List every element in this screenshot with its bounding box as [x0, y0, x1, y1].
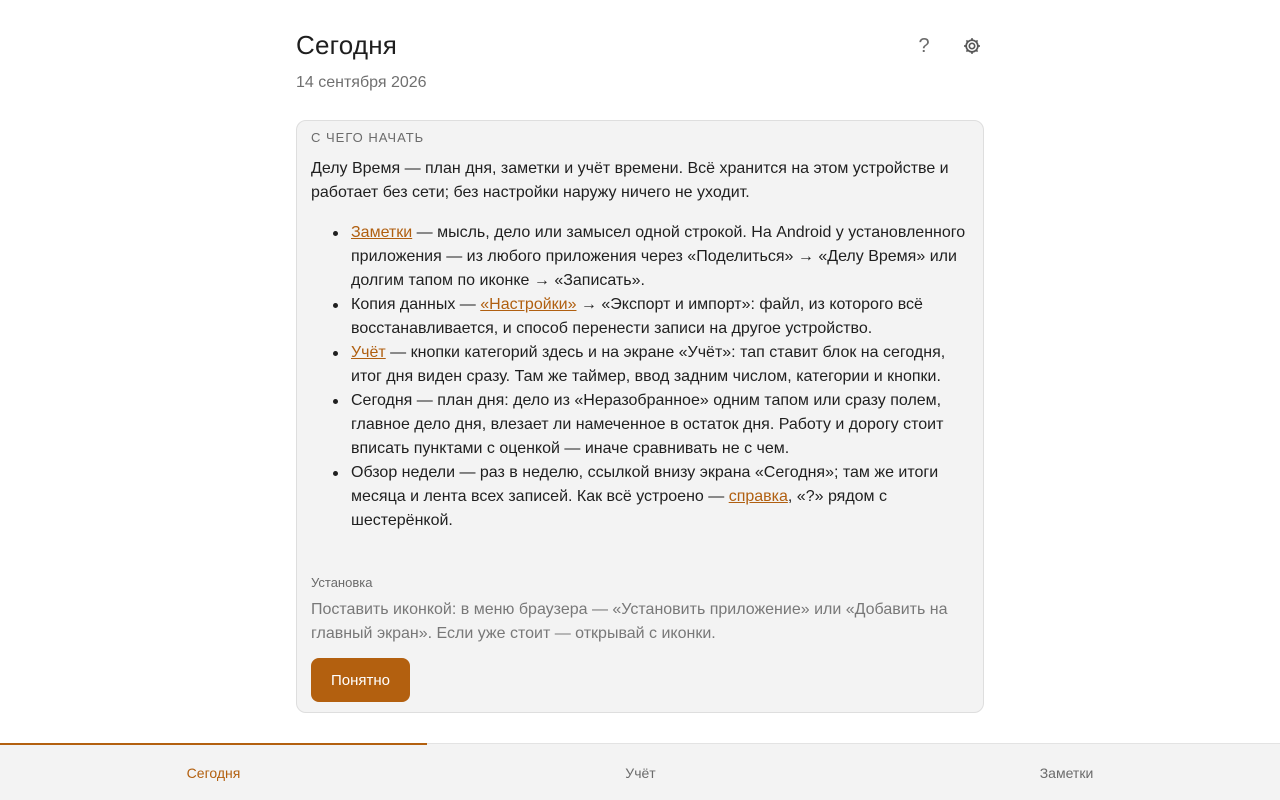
list-item-text: Обзор недели — раз в неделю, ссылкой внизу экрана «Сегодня»; там же итоги месяца и лента всех записей. Как всё устроено —: [351, 464, 939, 505]
got-it-button[interactable]: Понятно: [311, 658, 410, 702]
list-item-text: — мысль, дело или замысел одной строкой. На Android у установленного приложения — из любого приложения через «Поделиться» → «Делу Время» или долгим тапом по иконке → «Записать».: [351, 224, 966, 289]
bullet: [333, 231, 338, 236]
list-item-text: Копия данных —: [351, 296, 481, 313]
intro-text: Делу Время — план дня, заметки и учёт времени. Всё хранится на этом устройстве и работает без сети; без настройки наружу ничего не уходит.: [311, 160, 949, 201]
card-heading: С ЧЕГО НАЧАТЬ: [311, 130, 425, 145]
getting-started-card: [296, 120, 984, 713]
bullet: [333, 471, 338, 476]
tab-tracking[interactable]: Учёт: [625, 764, 656, 781]
page-header: [296, 0, 984, 100]
install-text: Поставить иконкой: в меню браузера — «Установить приложение» или «Добавить на главный экран». Если уже стоит — открывай с иконки.: [311, 601, 948, 642]
current-date: 14 сентября 2026: [296, 74, 427, 91]
list-item-backup: [311, 293, 971, 341]
list-item-notes: [311, 221, 971, 293]
list-item-text: → «Экспорт и импорт»: файл, из которого всё восстанавливается, и способ перенести записи на другое устройство.: [351, 296, 923, 337]
list-item-today: [311, 389, 971, 461]
install-label: Установка: [311, 575, 373, 590]
bullet: [333, 351, 338, 356]
bottom-tab-bar: [0, 743, 1280, 800]
tab-notes[interactable]: Заметки: [1039, 764, 1094, 781]
tab-today[interactable]: Сегодня: [186, 764, 241, 781]
help-button[interactable]: [912, 33, 936, 59]
question-mark-icon: ?: [918, 34, 930, 57]
gear-icon: [962, 36, 982, 56]
list-item-text: Сегодня — план дня: дело из «Неразобранное» одним тапом или сразу полем, главное дело дня, влезает ли намеченное в остаток дня. Работу и дорогу стоит вписать пунктами с оценкой — иначе сравнивать не с чем.: [351, 392, 944, 457]
list-item-weekly-review: [311, 461, 971, 533]
today-screen: [296, 0, 984, 689]
bullet: [333, 399, 338, 404]
settings-link[interactable]: «Настройки»: [480, 296, 577, 313]
settings-button[interactable]: [960, 34, 984, 58]
list-item-text: , «?» рядом с шестерёнкой.: [351, 488, 887, 529]
list-item-tracking: [311, 341, 971, 389]
feature-list: [311, 221, 971, 533]
bullet: [333, 303, 338, 308]
notes-link[interactable]: Заметки: [351, 224, 413, 241]
help-link[interactable]: справка: [728, 488, 788, 505]
tracking-link[interactable]: Учёт: [351, 344, 386, 361]
list-item-text: — кнопки категорий здесь и на экране «Учёт»: тап ставит блок на сегодня, итог дня виден сразу. Там же таймер, ввод задним числом, категории и кнопки.: [351, 344, 946, 385]
page-title: Сегодня: [296, 30, 398, 60]
